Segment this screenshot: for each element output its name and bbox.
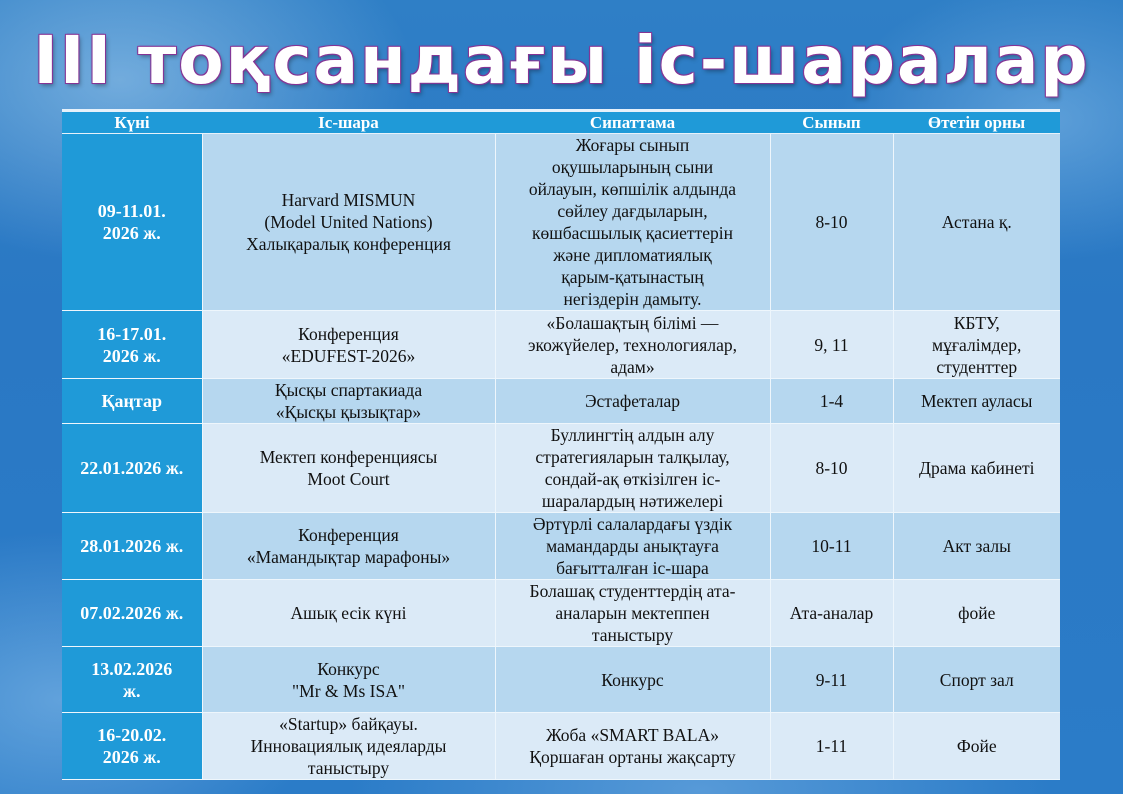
place-cell	[893, 647, 1060, 713]
description-cell-line: сөйлеу дағдыларын,	[557, 201, 708, 221]
place-cell	[893, 424, 1060, 513]
grade-cell	[770, 580, 893, 647]
event-cell-line: Moot Court	[307, 469, 390, 489]
event-cell-line: Қысқы спартакиада	[274, 380, 423, 400]
grade-cell-line: 8-10	[815, 212, 848, 232]
description-cell-line: Қоршаған ортаны жақсарту	[529, 747, 736, 767]
description-cell-line: Конкурс	[601, 669, 664, 690]
date-cell-line: 2026 ж.	[102, 345, 161, 366]
grade-cell-line: 9, 11	[814, 334, 849, 355]
date-cell	[62, 713, 202, 780]
description-cell	[495, 580, 770, 647]
date-cell-line: 28.01.2026 ж.	[80, 536, 184, 556]
place-cell-line: Мектеп ауласы	[921, 391, 1033, 411]
description-cell-line: негіздерін дамыту.	[563, 289, 702, 309]
table-row	[62, 513, 1060, 580]
description-cell-line: қарым-қатынастың	[561, 267, 704, 287]
event-cell	[202, 424, 495, 513]
description-cell-line: «Болашақтың білімі —	[546, 312, 719, 333]
event-cell-line: Халықаралық конференция	[246, 234, 451, 254]
grade-cell	[770, 424, 893, 513]
description-cell-line: және дипломатиялық	[553, 245, 712, 265]
description-cell-line: мамандарды анықтауға	[546, 536, 719, 556]
event-cell-line: Конкурс	[317, 658, 380, 679]
event-cell-line: Конференция	[298, 525, 399, 545]
grade-cell	[770, 311, 893, 379]
event-cell	[202, 513, 495, 580]
description-cell-line: экожүйелер, технологиялар,	[528, 334, 737, 355]
place-cell	[893, 134, 1060, 311]
place-cell-line: Акт залы	[942, 536, 1011, 556]
description-cell	[495, 424, 770, 513]
event-cell	[202, 647, 495, 713]
table-row	[62, 580, 1060, 647]
description-cell-line: Жоба «SMART BALA»	[545, 725, 720, 745]
date-cell-line: 07.02.2026 ж.	[80, 603, 184, 623]
place-cell-line: мұғалімдер,	[932, 334, 1022, 355]
date-cell-line: 09-11.01.	[97, 201, 166, 221]
event-cell-line: (Model United Nations)	[264, 212, 433, 232]
description-cell-line: адам»	[610, 356, 655, 377]
event-cell-line: Конференция	[298, 323, 399, 344]
page-title: III тоқсандағы іс-шаралар	[33, 22, 1090, 99]
grade-cell-line: 1-11	[815, 736, 848, 756]
description-cell	[495, 713, 770, 780]
description-cell-line: оқушыларының сыни	[551, 157, 714, 177]
date-cell-line: 2026 ж.	[102, 223, 161, 243]
date-cell	[62, 134, 202, 311]
date-cell-line: ж.	[122, 680, 141, 701]
header-description: Сипаттама	[495, 111, 770, 134]
event-cell-line: Harvard MISMUN	[281, 190, 416, 210]
description-cell-line: ойлауын, көпшілік алдында	[528, 179, 737, 199]
date-cell-line: Қаңтар	[101, 391, 162, 411]
event-cell	[202, 713, 495, 780]
event-cell-line: Инновациялық идеяларды	[250, 736, 447, 756]
grade-cell	[770, 513, 893, 580]
event-cell-line: «Мамандықтар марафоны»	[246, 547, 451, 567]
date-cell	[62, 647, 202, 713]
date-cell-line: 16-17.01.	[97, 323, 167, 344]
date-cell-line: 13.02.2026	[91, 658, 173, 679]
event-cell-line: таныстыру	[307, 758, 390, 778]
description-cell	[495, 513, 770, 580]
description-cell-line: бағытталған іс-шара	[556, 558, 709, 578]
description-cell-line: аналарын мектеппен	[555, 603, 710, 623]
description-cell-line: таныстыру	[591, 625, 674, 645]
grade-cell-line: 9-11	[815, 669, 848, 690]
grade-cell-line: 8-10	[815, 458, 848, 478]
table-row	[62, 713, 1060, 780]
description-cell-line: шаралардың нәтижелері	[541, 491, 724, 511]
description-cell-line: стратегияларын талқылау,	[535, 447, 730, 467]
event-cell	[202, 580, 495, 647]
event-cell	[202, 379, 495, 424]
table-row	[62, 424, 1060, 513]
description-cell	[495, 379, 770, 424]
place-cell-line: КБТУ,	[953, 312, 1000, 333]
place-cell-line: Спорт зал	[939, 669, 1014, 690]
grade-cell-line: Ата-аналар	[789, 603, 874, 623]
grade-cell	[770, 713, 893, 780]
grade-cell	[770, 379, 893, 424]
description-cell-line: Жоғары сынып	[575, 135, 690, 155]
header-date: Күні	[62, 111, 202, 134]
place-cell-line: студенттер	[936, 356, 1018, 377]
description-cell	[495, 134, 770, 311]
description-cell-line: көшбасшылық қасиеттерін	[532, 223, 733, 243]
description-cell-line: Әртүрлі салалардағы үздік	[532, 514, 733, 534]
table-row	[62, 311, 1060, 379]
date-cell-line: 2026 ж.	[102, 747, 161, 767]
place-cell	[893, 580, 1060, 647]
header-grade: Сынып	[770, 111, 893, 134]
description-cell-line: Эстафеталар	[584, 391, 681, 411]
place-cell	[893, 379, 1060, 424]
table-header-row	[62, 111, 1060, 134]
place-cell	[893, 713, 1060, 780]
date-cell	[62, 379, 202, 424]
date-cell	[62, 311, 202, 379]
event-cell-line: "Mr & Ms ISA"	[292, 680, 405, 701]
event-cell-line: «Startup» байқауы.	[279, 714, 418, 734]
date-cell	[62, 513, 202, 580]
event-cell-line: Ашық есік күні	[290, 603, 407, 623]
grade-cell-line: 1-4	[819, 391, 844, 411]
description-cell-line: Буллингтің алдын алу	[550, 425, 715, 445]
events-table	[62, 109, 1060, 780]
place-cell-line: фойе	[958, 603, 996, 623]
header-event: Іс-шара	[202, 111, 495, 134]
event-cell-line: «Қысқы қызықтар»	[275, 402, 422, 422]
place-cell-line: Астана қ.	[941, 212, 1012, 232]
grade-cell	[770, 134, 893, 311]
grade-cell	[770, 647, 893, 713]
date-cell-line: 22.01.2026 ж.	[80, 458, 184, 478]
description-cell	[495, 311, 770, 379]
event-cell-line: «EDUFEST-2026»	[281, 345, 416, 366]
event-cell-line: Мектеп конференциясы	[259, 447, 438, 467]
description-cell	[495, 647, 770, 713]
table-row	[62, 134, 1060, 311]
place-cell-line: Фойе	[956, 736, 997, 756]
date-cell	[62, 580, 202, 647]
place-cell	[893, 311, 1060, 379]
table-body	[62, 134, 1060, 780]
place-cell-line: Драма кабинеті	[919, 458, 1035, 478]
date-cell	[62, 424, 202, 513]
table-row	[62, 647, 1060, 713]
header-place: Өтетін орны	[893, 111, 1060, 134]
date-cell-line: 16-20.02.	[97, 725, 167, 745]
event-cell	[202, 134, 495, 311]
description-cell-line: Болашақ студенттердің ата-	[529, 581, 736, 601]
table-row	[62, 379, 1060, 424]
description-cell-line: сондай-ақ өткізілген іс-	[544, 469, 721, 489]
grade-cell-line: 10-11	[811, 536, 852, 556]
event-cell	[202, 311, 495, 379]
place-cell	[893, 513, 1060, 580]
